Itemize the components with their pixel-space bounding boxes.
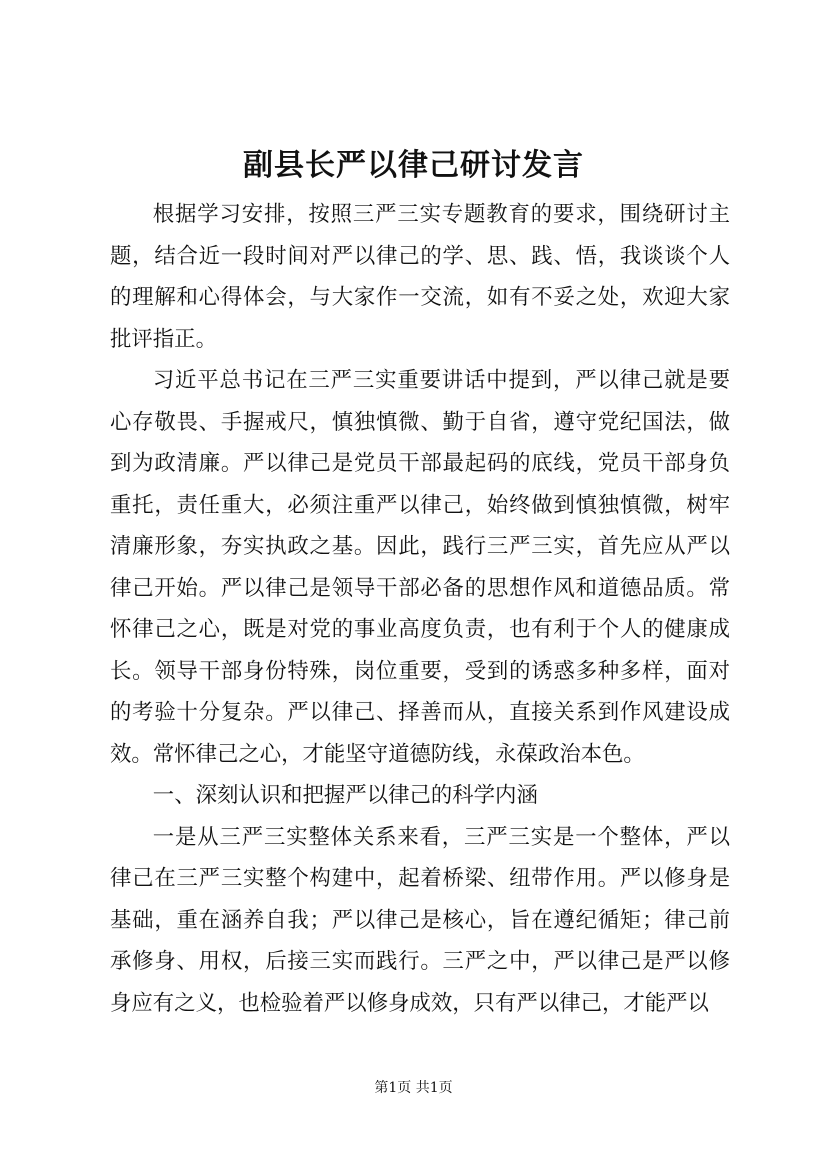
document-body xyxy=(110,194,730,1024)
paragraph-intro: 根据学习安排，按照三严三实专题教育的要求，围绕研讨主题，结合近一段时间对严以律己的学、思、践、悟，我谈谈个人的理解和心得体会，与大家作一交流，如有不妥之处，欢迎大家批评指正。 xyxy=(110,202,730,352)
paragraph-point-1: 一是从三严三实整体关系来看，三严三实是一个整体，严以律己在三严三实整个构建中，起着桥梁、纽带作用。严以修身是基础，重在涵养自我；严以律己是核心，旨在遵纪循矩；律己前承修身、用权，后接三实而践行。三严之中，严以律己是严以修身应有之义，也检验着严以修身成效，只有严以律己，才能严以 xyxy=(110,824,730,1016)
section-heading-1: 一、深刻认识和把握严以律己的科学内涵 xyxy=(152,783,538,808)
document-title: 副县长严以律己研讨发言 xyxy=(243,148,584,183)
paragraph-xi-speech: 习近平总书记在三严三实重要讲话中提到，严以律己就是要心存敬畏、手握戒尺，慎独慎微、勤于自省，遵守党纪国法，做到为政清廉。严以律己是党员干部最起码的底线，党员干部身负重托，责任重大，必须注重严以律己，始终做到慎独慎微，树牢清廉形象，夯实执政之基。因此，践行三严三实，首先应从严以律己开始。严以律己是领导干部必备的思想作风和道德品质。常怀律己之心，既是对党的事业高度负责，也有利于个人的健康成长。领导干部身份特殊，岗位重要，受到的诱惑多种多样，面对的考验十分复杂。严以律己、择善而从，直接关系到作风建设成效。常怀律己之心，才能坚守道德防线，永葆政治本色。 xyxy=(110,368,730,767)
page-footer: 第1页 共1页 xyxy=(374,1080,453,1096)
